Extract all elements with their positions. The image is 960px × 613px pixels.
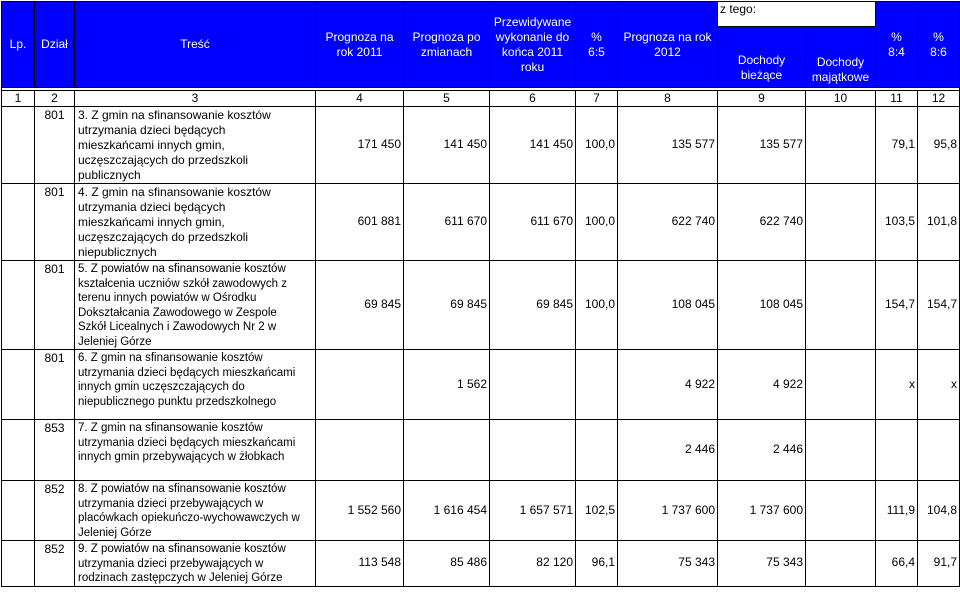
cell-pct-8-6: 154,7 [918,261,960,350]
header-pct-8-4-formula: 8:4 [888,44,905,59]
cell-przewidywane: 69 845 [490,261,576,350]
colnum-2: 2 [35,91,75,107]
cell-przewidywane: 611 670 [490,184,576,261]
cell-dochody-biezace: 135 577 [718,107,806,184]
cell-dochody-biezace: 108 045 [718,261,806,350]
header-pct-6-5-symbol: % [591,29,602,44]
cell-prognoza-2011 [316,420,404,481]
cell-tresc: 3. Z gmin na sfinansowanie kosztów utrzymania dzieci będących mieszkańcami innych gmin, uczęszczających do przedszkoli publicznych [75,107,316,184]
cell-pct-8-4: x [876,350,918,420]
column-number-row [2,91,960,107]
cell-dochody-majatkowe [806,420,876,481]
header-dochody-biezace: Dochody bieżące [718,27,806,88]
cell-prognoza-po-zmianach: 85 486 [404,541,490,587]
header-pct-6-5-formula: 6:5 [588,44,605,59]
cell-pct-8-6: 91,7 [918,541,960,587]
cell-tresc: 7. Z gmin na sfinansowanie kosztów utrzymania dzieci będących mieszkańcami innych gmin przebywających w żłobkach [75,420,316,481]
cell-prognoza-2011 [316,350,404,420]
cell-tresc: 6. Z gmin na sfinansowanie kosztów utrzymania dzieci będących mieszkańcami innych gmin uczęszczających do niepublicznego punktu przedszkolnego [75,350,316,420]
header-prognoza-2011: Prognoza na rok 2011 [316,2,404,88]
cell-pct-6-5: 100,0 [576,107,618,184]
header-pct-8-4-symbol: % [891,29,902,44]
cell-pct-6-5: 102,5 [576,481,618,541]
cell-dochody-majatkowe [806,350,876,420]
colnum-5: 5 [404,91,490,107]
cell-dzial: 852 [35,481,75,541]
colnum-10: 10 [806,91,876,107]
cell-dochody-biezace: 75 343 [718,541,806,587]
header-dochody-majatkowe: Dochody majątkowe [806,27,876,88]
cell-prognoza-2012: 2 446 [618,420,718,481]
table-row [2,184,960,261]
cell-dochody-biezace: 622 740 [718,184,806,261]
colnum-3: 3 [75,91,316,107]
cell-dzial: 801 [35,107,75,184]
cell-dochody-majatkowe [806,481,876,541]
cell-pct-6-5: 96,1 [576,541,618,587]
cell-prognoza-po-zmianach: 69 845 [404,261,490,350]
header-dzial: Dział [35,2,75,88]
cell-prognoza-po-zmianach: 1 562 [404,350,490,420]
header-pct-8-6-symbol: % [933,29,944,44]
cell-prognoza-2012: 622 740 [618,184,718,261]
header-pct-6-5 [576,2,618,88]
cell-tresc: 4. Z gmin na sfinansowanie kosztów utrzymania dzieci będących mieszkańcami innych gmin, uczęszczających do przedszkoli niepublicznych [75,184,316,261]
cell-lp [2,261,35,350]
cell-prognoza-2012: 75 343 [618,541,718,587]
table-row [2,420,960,481]
cell-pct-8-6: 104,8 [918,481,960,541]
cell-lp [2,184,35,261]
cell-pct-8-4 [876,420,918,481]
colnum-4: 4 [316,91,404,107]
cell-pct-8-6: 95,8 [918,107,960,184]
cell-pct-8-4: 154,7 [876,261,918,350]
cell-tresc: 9. Z powiatów na sfinansowanie kosztów utrzymania dzieci przebywających w rodzinach zastępczych w Jeleniej Górze [75,541,316,587]
budget-income-table [1,1,960,587]
cell-prognoza-po-zmianach: 611 670 [404,184,490,261]
header-z-tego: z tego: [718,2,876,27]
table-row [2,350,960,420]
cell-dzial: 853 [35,420,75,481]
cell-pct-8-4: 79,1 [876,107,918,184]
cell-prognoza-2011: 69 845 [316,261,404,350]
header-pct-8-6-formula: 8:6 [930,44,947,59]
cell-przewidywane: 1 657 571 [490,481,576,541]
header-lp: Lp. [2,2,35,88]
cell-pct-6-5 [576,350,618,420]
cell-dochody-majatkowe [806,184,876,261]
cell-prognoza-po-zmianach: 141 450 [404,107,490,184]
header-pct-8-4 [876,2,918,88]
cell-pct-8-4: 66,4 [876,541,918,587]
cell-pct-8-4: 103,5 [876,184,918,261]
header-row [2,2,960,27]
colnum-9: 9 [718,91,806,107]
table-row [2,541,960,587]
table-row [2,107,960,184]
cell-dochody-biezace: 2 446 [718,420,806,481]
cell-przewidywane: 141 450 [490,107,576,184]
cell-dzial: 801 [35,184,75,261]
cell-pct-8-6: x [918,350,960,420]
colnum-6: 6 [490,91,576,107]
cell-dzial: 801 [35,350,75,420]
colnum-12: 12 [918,91,960,107]
cell-prognoza-2012: 108 045 [618,261,718,350]
cell-prognoza-2012: 4 922 [618,350,718,420]
cell-prognoza-2011: 601 881 [316,184,404,261]
header-tresc: Treść [75,2,316,88]
cell-prognoza-2012: 1 737 600 [618,481,718,541]
cell-pct-8-6: 101,8 [918,184,960,261]
cell-lp [2,541,35,587]
cell-przewidywane: 82 120 [490,541,576,587]
cell-dochody-biezace: 4 922 [718,350,806,420]
colnum-1: 1 [2,91,35,107]
cell-prognoza-2011: 113 548 [316,541,404,587]
cell-dochody-majatkowe [806,541,876,587]
cell-lp [2,481,35,541]
cell-lp [2,107,35,184]
cell-prognoza-2011: 171 450 [316,107,404,184]
header-pct-8-6 [918,2,960,88]
cell-dzial: 852 [35,541,75,587]
cell-pct-6-5: 100,0 [576,261,618,350]
cell-prognoza-po-zmianach [404,420,490,481]
colnum-7: 7 [576,91,618,107]
cell-przewidywane [490,420,576,481]
cell-dzial: 801 [35,261,75,350]
cell-tresc: 8. Z powiatów na sfinansowanie kosztów utrzymania dzieci przebywających w placówkach opiekuńczo-wychowawczych w Jeleniej Górze [75,481,316,541]
cell-pct-6-5: 100,0 [576,184,618,261]
cell-lp [2,350,35,420]
header-prognoza-2012: Prognoza na rok 2012 [618,2,718,88]
cell-przewidywane [490,350,576,420]
table-row [2,481,960,541]
header-prognoza-po-zmianach: Prognoza po zmianach [404,2,490,88]
cell-pct-8-4: 111,9 [876,481,918,541]
cell-dochody-biezace: 1 737 600 [718,481,806,541]
cell-dochody-majatkowe [806,261,876,350]
colnum-8: 8 [618,91,718,107]
cell-prognoza-2011: 1 552 560 [316,481,404,541]
colnum-11: 11 [876,91,918,107]
cell-prognoza-po-zmianach: 1 616 454 [404,481,490,541]
cell-prognoza-2012: 135 577 [618,107,718,184]
cell-pct-6-5 [576,420,618,481]
cell-tresc: 5. Z powiatów na sfinansowanie kosztów kształcenia uczniów szkół zawodowych z terenu innych powiatów w Ośrodku Dokształcania Zawodowego w Zespole Szkół Licealnych i Zawodowych Nr 2 w Jeleniej Górze [75,261,316,350]
table-row [2,261,960,350]
cell-pct-8-6 [918,420,960,481]
cell-lp [2,420,35,481]
header-przewidywane-wykonanie: Przewidywane wykonanie do końca 2011 roku [490,2,576,88]
cell-dochody-majatkowe [806,107,876,184]
